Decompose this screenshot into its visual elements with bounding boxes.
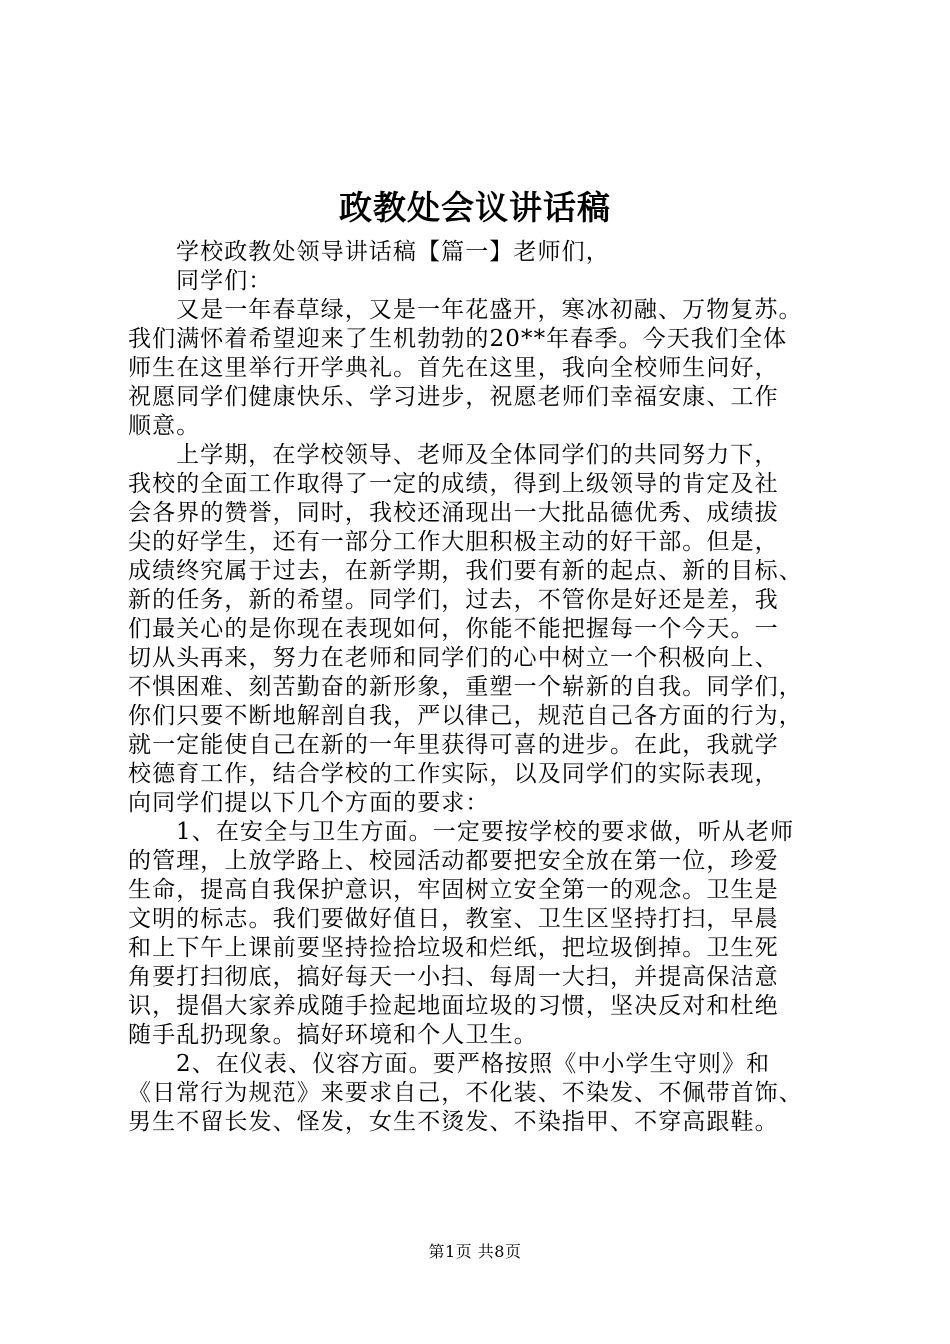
body-line: 会各界的赞誉，同时，我校还涌现出一大批品德优秀、成绩拔 xyxy=(128,500,779,526)
body-line: 男生不留长发、怪发，女生不烫发、不染指甲、不穿高跟鞋。 xyxy=(128,1109,779,1135)
body-line: 师生在这里举行开学典礼。首先在这里，我向全校师生问好， xyxy=(128,355,779,381)
body-line: 和上下午上课前要坚持捡拾垃圾和烂纸，把垃圾倒掉。卫生死 xyxy=(128,935,779,961)
body-line: 的管理，上放学路上、校园活动都要把安全放在第一位，珍爱 xyxy=(128,848,779,874)
body-line: 新的任务，新的希望。同学们，过去，不管你是好还是差，我 xyxy=(128,587,779,613)
body-line: 我校的全面工作取得了一定的成绩，得到上级领导的肯定及社 xyxy=(128,471,779,497)
body-line: 《日常行为规范》来要求自己，不化装、不染发、不佩带首饰、 xyxy=(128,1080,803,1106)
body-line: 校德育工作，结合学校的工作实际，以及同学们的实际表现， xyxy=(128,761,779,787)
body-line: 生命，提高自我保护意识，牢固树立安全第一的观念。卫生是 xyxy=(128,877,779,903)
body-line: 上学期，在学校领导、老师及全体同学们的共同努力下， xyxy=(176,442,779,468)
page-footer: 第1页 共8页 xyxy=(428,1242,522,1261)
body-line: 你们只要不断地解剖自我，严以律己，规范自己各方面的行为， xyxy=(128,703,803,729)
body-line: 们最关心的是你现在表现如何，你能不能把握每一个今天。一 xyxy=(128,616,779,642)
body-line: 尖的好学生，还有一部分工作大胆积极主动的好干部。但是， xyxy=(128,529,779,555)
body-line: 1、在安全与卫生方面。一定要按学校的要求做，听从老师 xyxy=(176,819,795,845)
body-line: 我们满怀着希望迎来了生机勃勃的20**年春季。今天我们全体 xyxy=(128,326,788,352)
body-line: 就一定能使自己在新的一年里获得可喜的进步。在此，我就学 xyxy=(128,732,779,758)
body-line: 角要打扫彻底，搞好每天一小扫、每周一大扫，并提高保洁意 xyxy=(128,964,779,990)
body-line: 又是一年春草绿，又是一年花盛开，寒冰初融、万物复苏。 xyxy=(176,297,803,323)
body-line: 2、在仪表、仪容方面。要严格按照《中小学生守则》和 xyxy=(176,1051,771,1077)
body-line: 不惧困难、刻苦勤奋的新形象，重塑一个崭新的自我。同学们， xyxy=(128,674,803,700)
body-line: 文明的标志。我们要做好值日，教室、卫生区坚持打扫，早晨 xyxy=(128,906,779,932)
document-title: 政教处会议讲话稿 xyxy=(339,188,611,227)
body-line: 祝愿同学们健康快乐、学习进步，祝愿老师们幸福安康、工作 xyxy=(128,384,779,410)
body-line: 同学们： xyxy=(176,268,273,294)
body-line: 识，提倡大家养成随手捡起地面垃圾的习惯，坚决反对和杜绝 xyxy=(128,993,779,1019)
body-line: 向同学们提以下几个方面的要求： xyxy=(128,790,490,816)
body-line: 随手乱扔现象。搞好环境和个人卫生。 xyxy=(128,1022,538,1048)
body-line: 顺意。 xyxy=(128,413,201,439)
body-line: 成绩终究属于过去，在新学期，我们要有新的起点、新的目标、 xyxy=(128,558,803,584)
document-body xyxy=(128,238,840,1137)
body-line: 切从头再来，努力在老师和同学们的心中树立一个积极向上、 xyxy=(128,645,779,671)
body-line: 学校政教处领导讲话稿【篇一】老师们， xyxy=(176,239,610,265)
